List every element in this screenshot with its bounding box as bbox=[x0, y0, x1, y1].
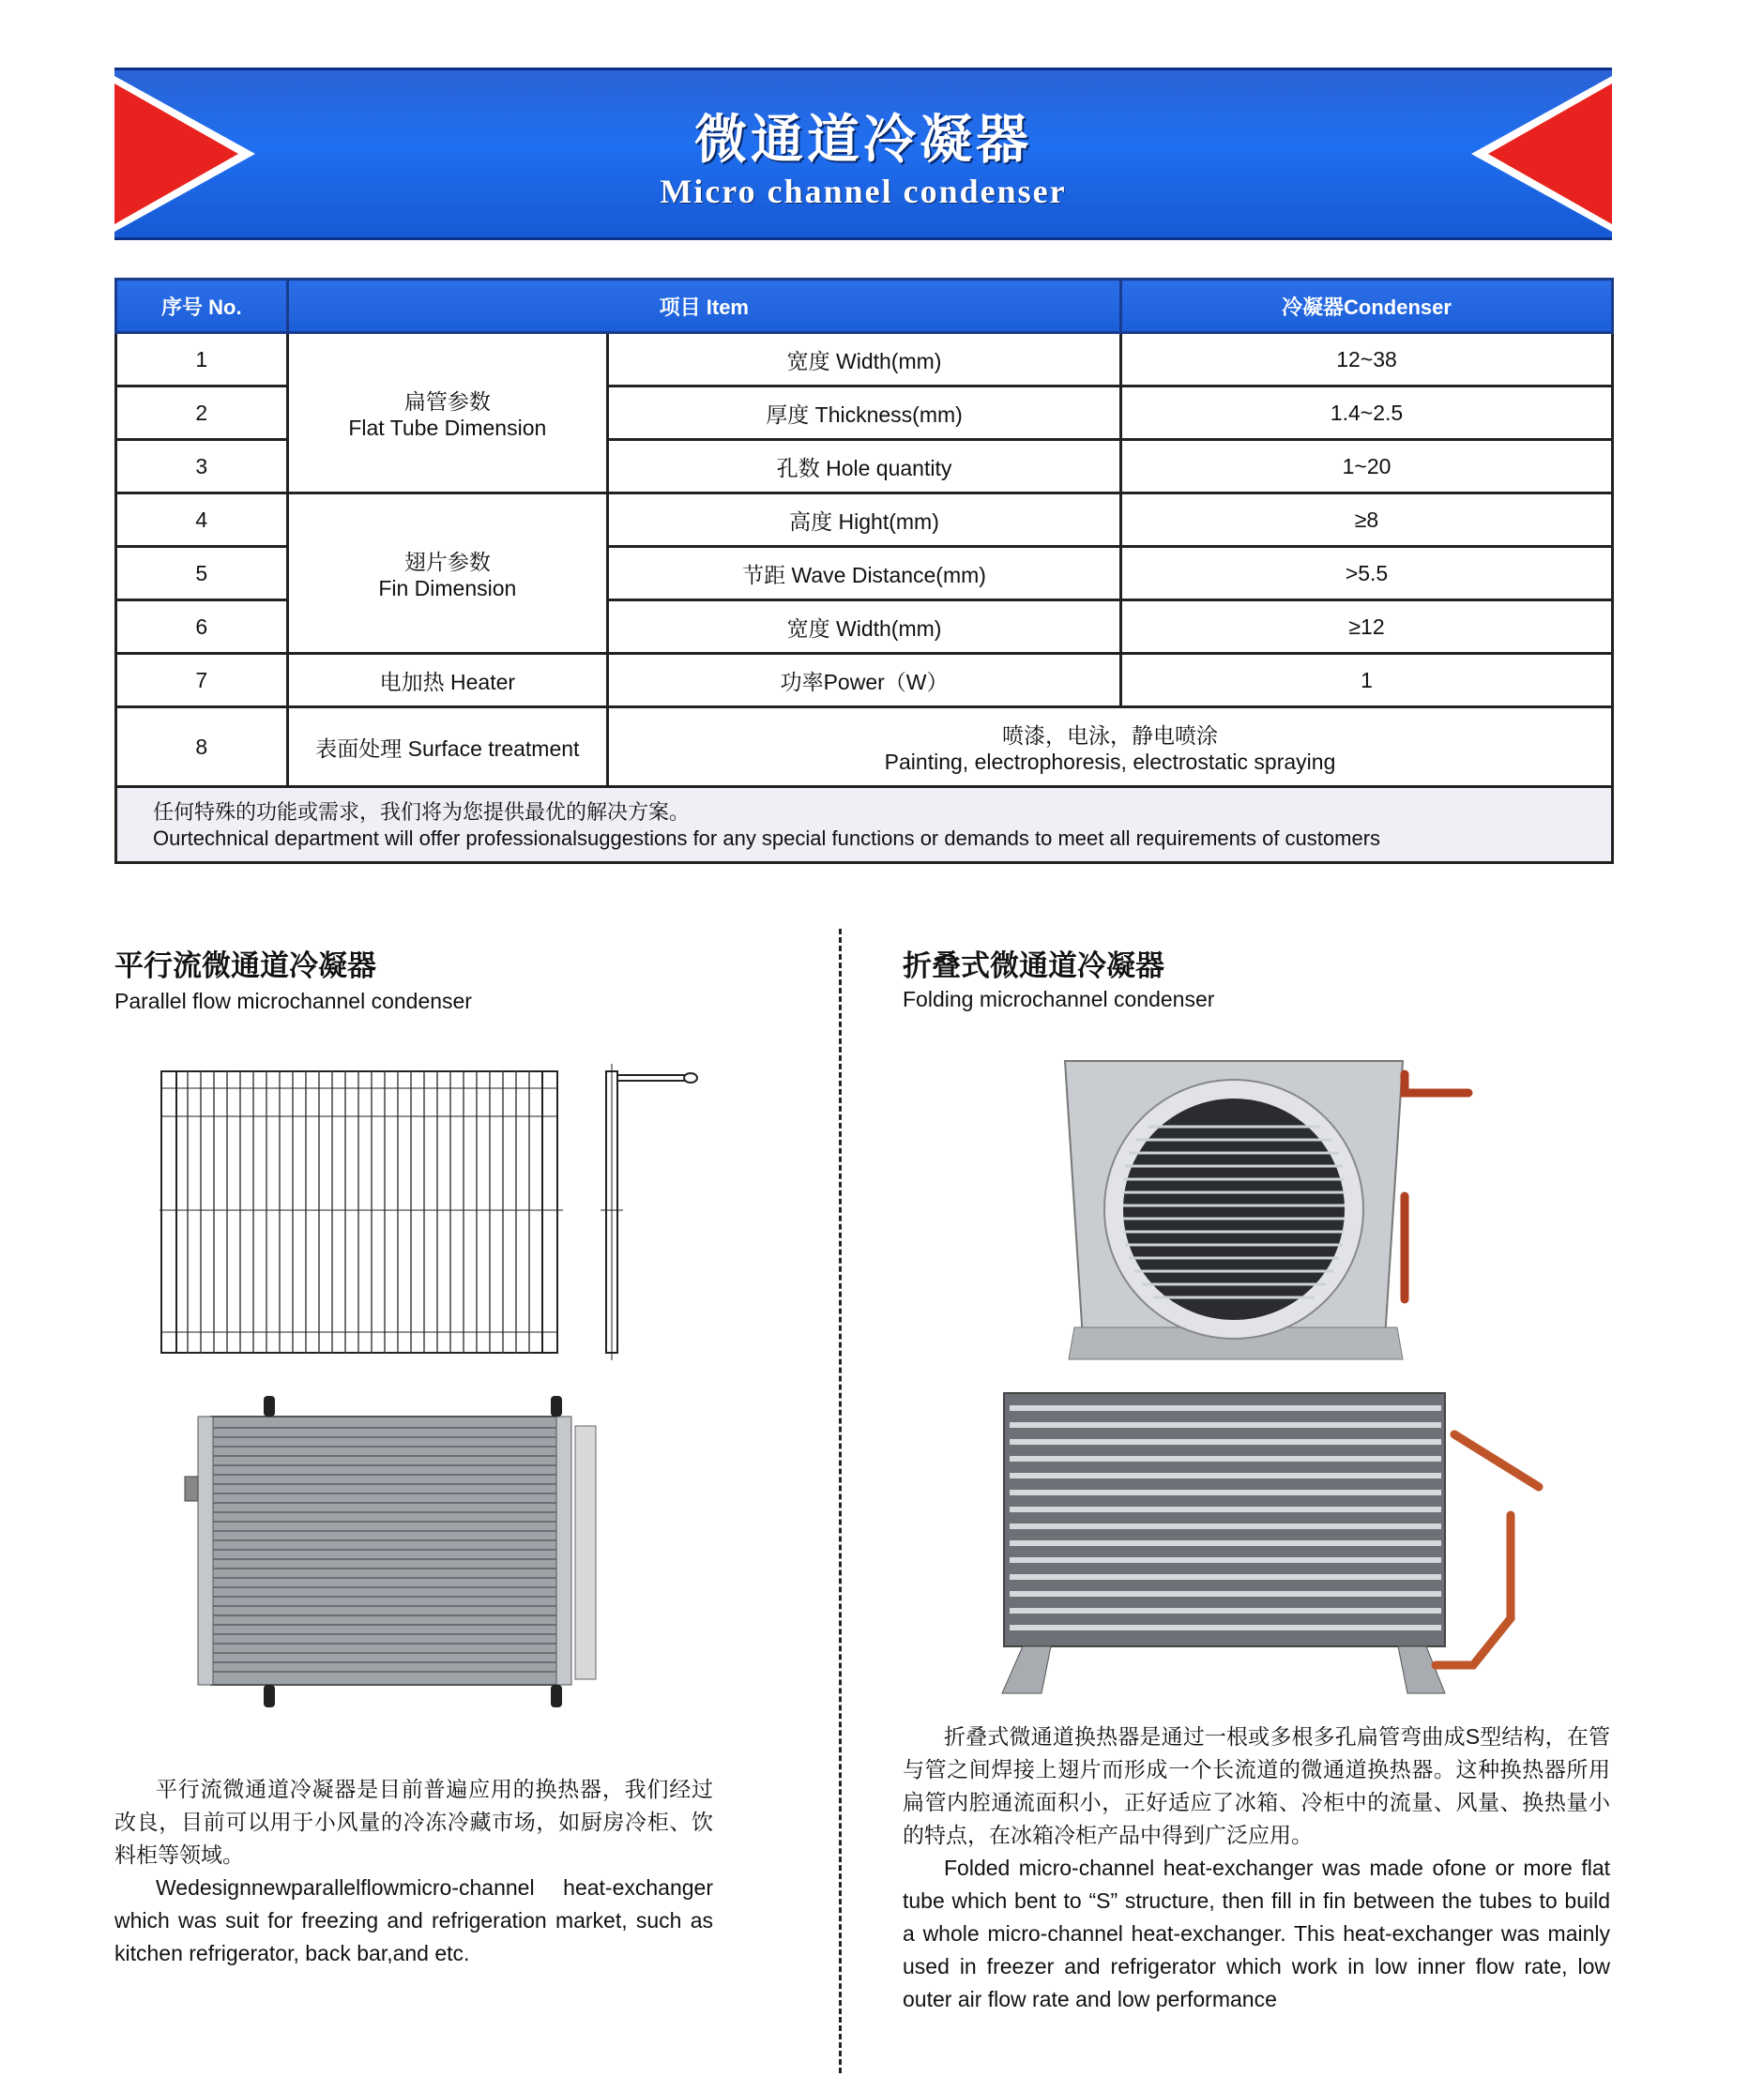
row-value: ≥8 bbox=[1121, 493, 1613, 547]
parallel-flow-drawing bbox=[160, 1060, 722, 1370]
row-no: 6 bbox=[116, 600, 288, 654]
row-no: 1 bbox=[116, 333, 288, 387]
left-para-cn: 平行流微通道冷凝器是目前普遍应用的换热器，我们经过改良，目前可以用于小风量的冷冻冷藏市场，如厨房冷柜、饮料柜等领域。 bbox=[114, 1777, 713, 1867]
column-divider bbox=[839, 929, 842, 2073]
left-para-en: Wedesignnewparallelflowmicro-channel heat-exchanger which was suit for freezing and refrigeration market, such as kitchen refrigerator, back bar,and etc. bbox=[114, 1875, 713, 1965]
row-no: 2 bbox=[116, 387, 288, 440]
row-item: 节距 Wave Distance(mm) bbox=[608, 547, 1121, 600]
group-en: Flat Tube Dimension bbox=[348, 416, 547, 440]
left-title-cn: 平行流微通道冷凝器 bbox=[114, 949, 376, 983]
header-item: 项目 Item bbox=[287, 280, 1120, 333]
right-title-cn: 折叠式微通道冷凝器 bbox=[903, 949, 1164, 983]
row-item: 宽度 Width(mm) bbox=[608, 333, 1121, 387]
row-item: 厚度 Thickness(mm) bbox=[608, 387, 1121, 440]
row-no: 5 bbox=[116, 547, 288, 600]
group-fin bbox=[287, 493, 607, 654]
group-en: Fin Dimension bbox=[378, 576, 517, 600]
row-item: 功率Power（W） bbox=[608, 654, 1121, 707]
folding-condenser-coil-photo bbox=[985, 1384, 1567, 1703]
left-title-en: Parallel flow microchannel condenser bbox=[114, 989, 472, 1013]
note-cn: 任何特殊的功能或需求，我们将为您提供最优的解决方案。 bbox=[153, 800, 691, 824]
right-description bbox=[903, 1721, 1610, 2016]
banner-title-en: Micro channel condenser bbox=[660, 173, 1067, 210]
surface-value bbox=[608, 707, 1613, 787]
table-note bbox=[116, 787, 1613, 863]
row-value: ≥12 bbox=[1121, 600, 1613, 654]
header-condenser: 冷凝器Condenser bbox=[1121, 280, 1613, 333]
surface-value-cn: 喷漆，电泳，静电喷涂 bbox=[1002, 723, 1219, 748]
row-value: >5.5 bbox=[1121, 547, 1613, 600]
surface-value-en: Painting, electrophoresis, electrostatic spraying bbox=[884, 750, 1336, 774]
group-heater: 电加热 Heater bbox=[287, 654, 607, 707]
group-surface: 表面处理 Surface treatment bbox=[287, 707, 607, 787]
right-para-en: Folded micro-channel heat-exchanger was made ofone or more flat tube which bent to “S” structure, then fill in fin between the tubes to build a whole micro-channel heat-exchanger. This heat-exchanger was mainly used in freezer and refrigerator which work in low inner flow rate, low outer air flow rate and low performance bbox=[903, 1856, 1610, 2011]
group-cn: 扁管参数 bbox=[403, 389, 491, 414]
row-value: 1~20 bbox=[1121, 440, 1613, 493]
row-item: 高度 Hight(mm) bbox=[608, 493, 1121, 547]
row-no: 7 bbox=[116, 654, 288, 707]
row-value: 1 bbox=[1121, 654, 1613, 707]
left-description bbox=[114, 1773, 713, 1970]
note-en: Ourtechnical department will offer professionalsuggestions for any special functions or demands to meet all requirements of customers bbox=[153, 826, 1381, 850]
row-no: 8 bbox=[116, 707, 288, 787]
spec-table bbox=[114, 278, 1614, 864]
row-no: 4 bbox=[116, 493, 288, 547]
title-banner bbox=[114, 68, 1612, 240]
banner-title-cn: 微通道冷凝器 bbox=[694, 109, 1032, 171]
group-cn: 翅片参数 bbox=[403, 550, 491, 574]
group-flat-tube bbox=[287, 333, 607, 493]
header-no: 序号 No. bbox=[116, 280, 288, 333]
row-no: 3 bbox=[116, 440, 288, 493]
right-para-cn: 折叠式微通道换热器是通过一根或多根多孔扁管弯曲成S型结构，在管与管之间焊接上翅片而形成一个长流道的微通道换热器。这种换热器所用扁管内腔通流面积小，正好适应了冰箱、冷柜中的流量、风量、换热量小的特点，在冰箱冷柜产品中得到广泛应用。 bbox=[903, 1724, 1610, 1847]
row-value: 12~38 bbox=[1121, 333, 1613, 387]
row-item: 孔数 Hole quantity bbox=[608, 440, 1121, 493]
folding-condenser-fan-photo bbox=[1056, 1055, 1487, 1374]
parallel-flow-photo bbox=[174, 1396, 615, 1715]
right-title-en: Folding microchannel condenser bbox=[903, 987, 1215, 1011]
row-value: 1.4~2.5 bbox=[1121, 387, 1613, 440]
row-item: 宽度 Width(mm) bbox=[608, 600, 1121, 654]
